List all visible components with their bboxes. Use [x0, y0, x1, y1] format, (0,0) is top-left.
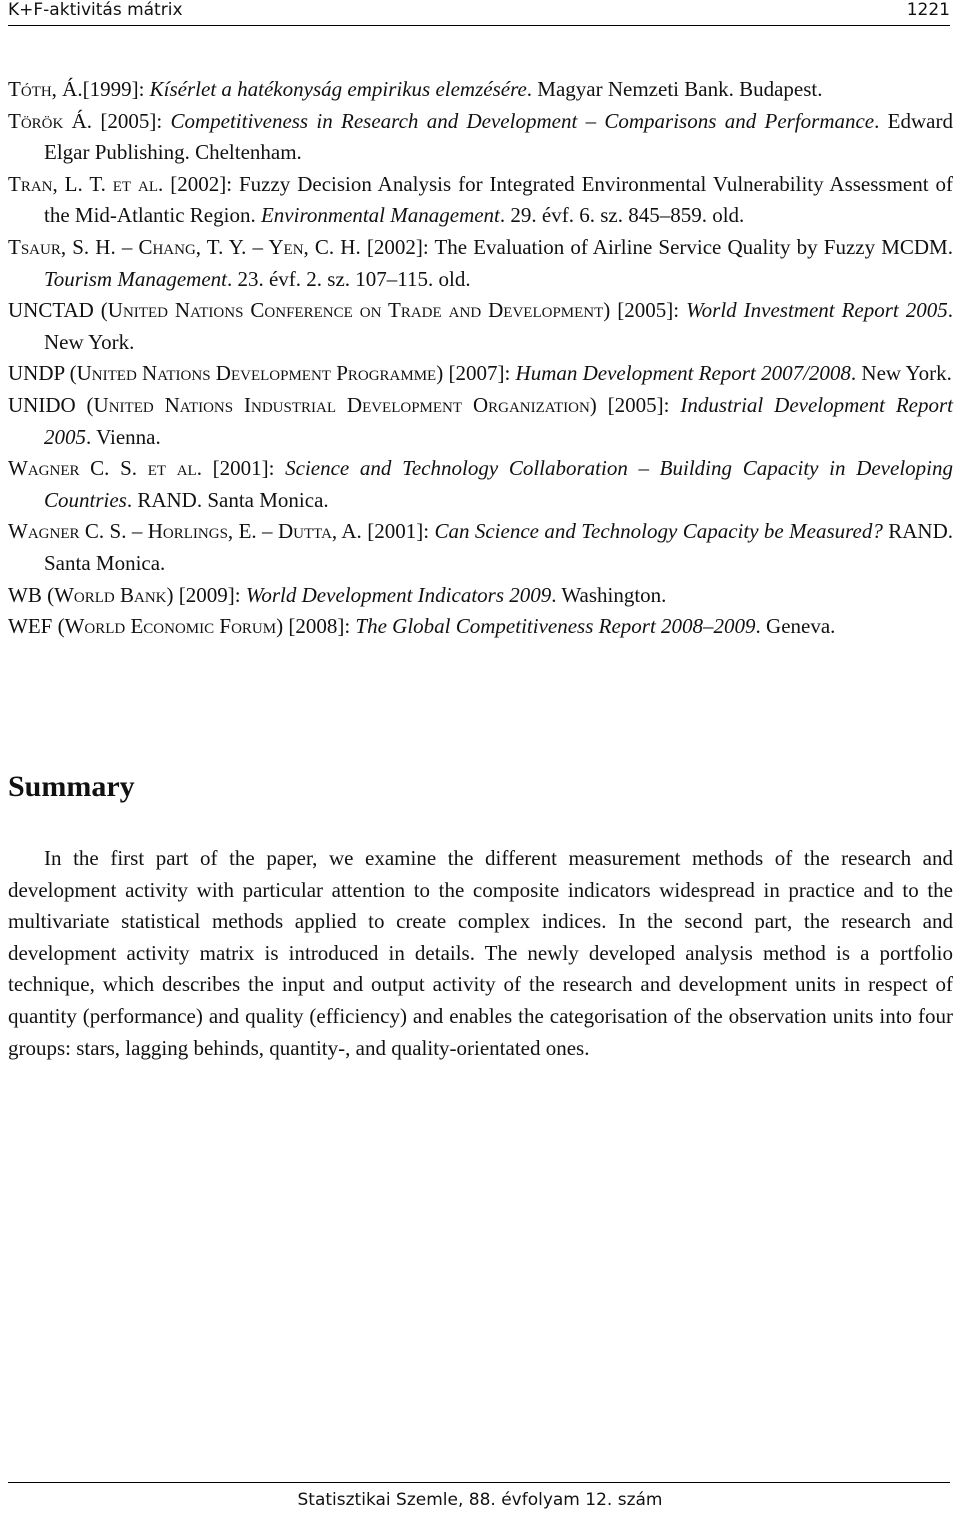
reference-author: WB (World Bank) [8, 582, 174, 607]
footer-rule [8, 1482, 950, 1483]
reference-author: WEF (World Economic Forum) [8, 614, 284, 639]
reference-tail: . 29. évf. 6. sz. 845–859. old. [499, 203, 745, 228]
reference-year: [2001]: [361, 519, 435, 544]
reference-journal: Environmental Management [260, 203, 500, 228]
reference-item [8, 358, 953, 390]
reference-rest: . RAND. Santa Monica. [126, 487, 329, 512]
running-header-title: K+F-aktivitás mátrix [8, 0, 183, 20]
reference-title: The Global Competitiveness Report 2008–2009 [355, 614, 756, 639]
reference-year: [2005]: [92, 108, 171, 133]
reference-item [8, 516, 953, 579]
reference-year: [2008]: [283, 614, 356, 639]
reference-item [8, 232, 953, 295]
reference-author: Tsaur, S. H. – Chang, T. Y. – Yen, C. H. [8, 234, 361, 259]
reference-item [8, 611, 953, 643]
reference-journal: Tourism Management [44, 266, 227, 291]
reference-rest: . Magyar Nemzeti Bank. Budapest. [526, 77, 823, 101]
reference-rest: . New York. [850, 361, 952, 386]
summary-paragraph: In the first part of the paper, we examine the different measurement methods of the research and development activity with particular attention to the composite indicators widespread in practice and to the multivariate statistical methods applied to create complex indices. In the second part, the research and development activity matrix is introduced in details. The newly developed analysis method is a portfolio technique, which describes the input and output activity of the research and development units in respect of quantity (performance) and quality (efficiency) and enables the categorisation of the observation units into four groups: stars, lagging behinds, quantity-, and quality-orientated ones. [8, 846, 953, 1060]
reference-title: Human Development Report 2007/2008 [515, 361, 851, 386]
reference-year: [2001]: [201, 456, 286, 481]
reference-year: [2005]: [610, 298, 687, 323]
reference-item [8, 390, 953, 453]
reference-rest: . Edward Elgar Publishing. Cheltenham. [44, 108, 953, 165]
reference-author: UNCTAD (United Nations Conference on Trade and Development) [8, 298, 611, 323]
reference-title: World Development Indicators 2009 [245, 582, 552, 607]
reference-rest: . Washington. [551, 582, 667, 607]
reference-rest: The Evaluation of Airline Service Quality by Fuzzy MCDM. [434, 234, 953, 259]
reference-title: Industrial Development Report 2005 [44, 392, 954, 449]
reference-title: Competitiveness in Research and Development – Comparisons and Performance [170, 108, 875, 133]
header-rule [8, 25, 950, 26]
reference-tail: . 23. évf. 2. sz. 107–115. old. [226, 266, 471, 291]
reference-rest: . Geneva. [755, 614, 836, 639]
footer-journal-info: Statisztikai Szemle, 88. évfolyam 12. szám [297, 1490, 663, 1510]
reference-rest: Fuzzy Decision Analysis for Integrated Environmental Vulnerability Assessment of the Mid-Atlantic Region. [44, 171, 954, 228]
reference-title: Kísérlet a hatékonyság empirikus elemzésére [149, 77, 527, 101]
running-header [8, 0, 950, 24]
reference-title: World Investment Report 2005 [686, 298, 948, 323]
reference-item [8, 580, 953, 612]
reference-item [8, 74, 953, 106]
reference-rest: RAND. Santa Monica. [44, 519, 953, 575]
reference-year: [1999]: [82, 77, 150, 101]
reference-item [8, 169, 953, 232]
reference-year: [2005]: [596, 392, 681, 417]
reference-rest: . New York. [44, 298, 953, 354]
reference-author: Wagner C. S. – Horlings, E. – Dutta, A. [8, 519, 362, 544]
reference-author: Tóth, Á. [8, 77, 83, 101]
reference-author: Tran, L. T. et al. [8, 171, 164, 196]
summary-heading: Summary [8, 770, 135, 803]
reference-year: [2007]: [443, 361, 516, 386]
reference-year: [2009]: [173, 582, 246, 607]
running-footer [0, 1482, 960, 1521]
reference-rest: . Vienna. [86, 424, 161, 449]
reference-year: [2002]: [163, 171, 239, 196]
reference-title: Science and Technology Collaboration – Building Capacity in Developing Countries [44, 456, 953, 512]
reference-title: Can Science and Technology Capacity be Measured? [434, 519, 883, 544]
reference-list [8, 74, 953, 643]
reference-item [8, 295, 953, 358]
reference-year: [2002]: [360, 234, 435, 259]
page-number: 1221 [906, 0, 950, 20]
reference-item [8, 106, 953, 169]
reference-item [8, 453, 953, 516]
reference-author: Wagner C. S. et al. [8, 456, 202, 481]
reference-author: UNIDO (United Nations Industrial Development Organization) [8, 392, 597, 417]
reference-author: Török Á. [8, 108, 93, 133]
reference-author: UNDP (United Nations Development Programme) [8, 361, 444, 386]
